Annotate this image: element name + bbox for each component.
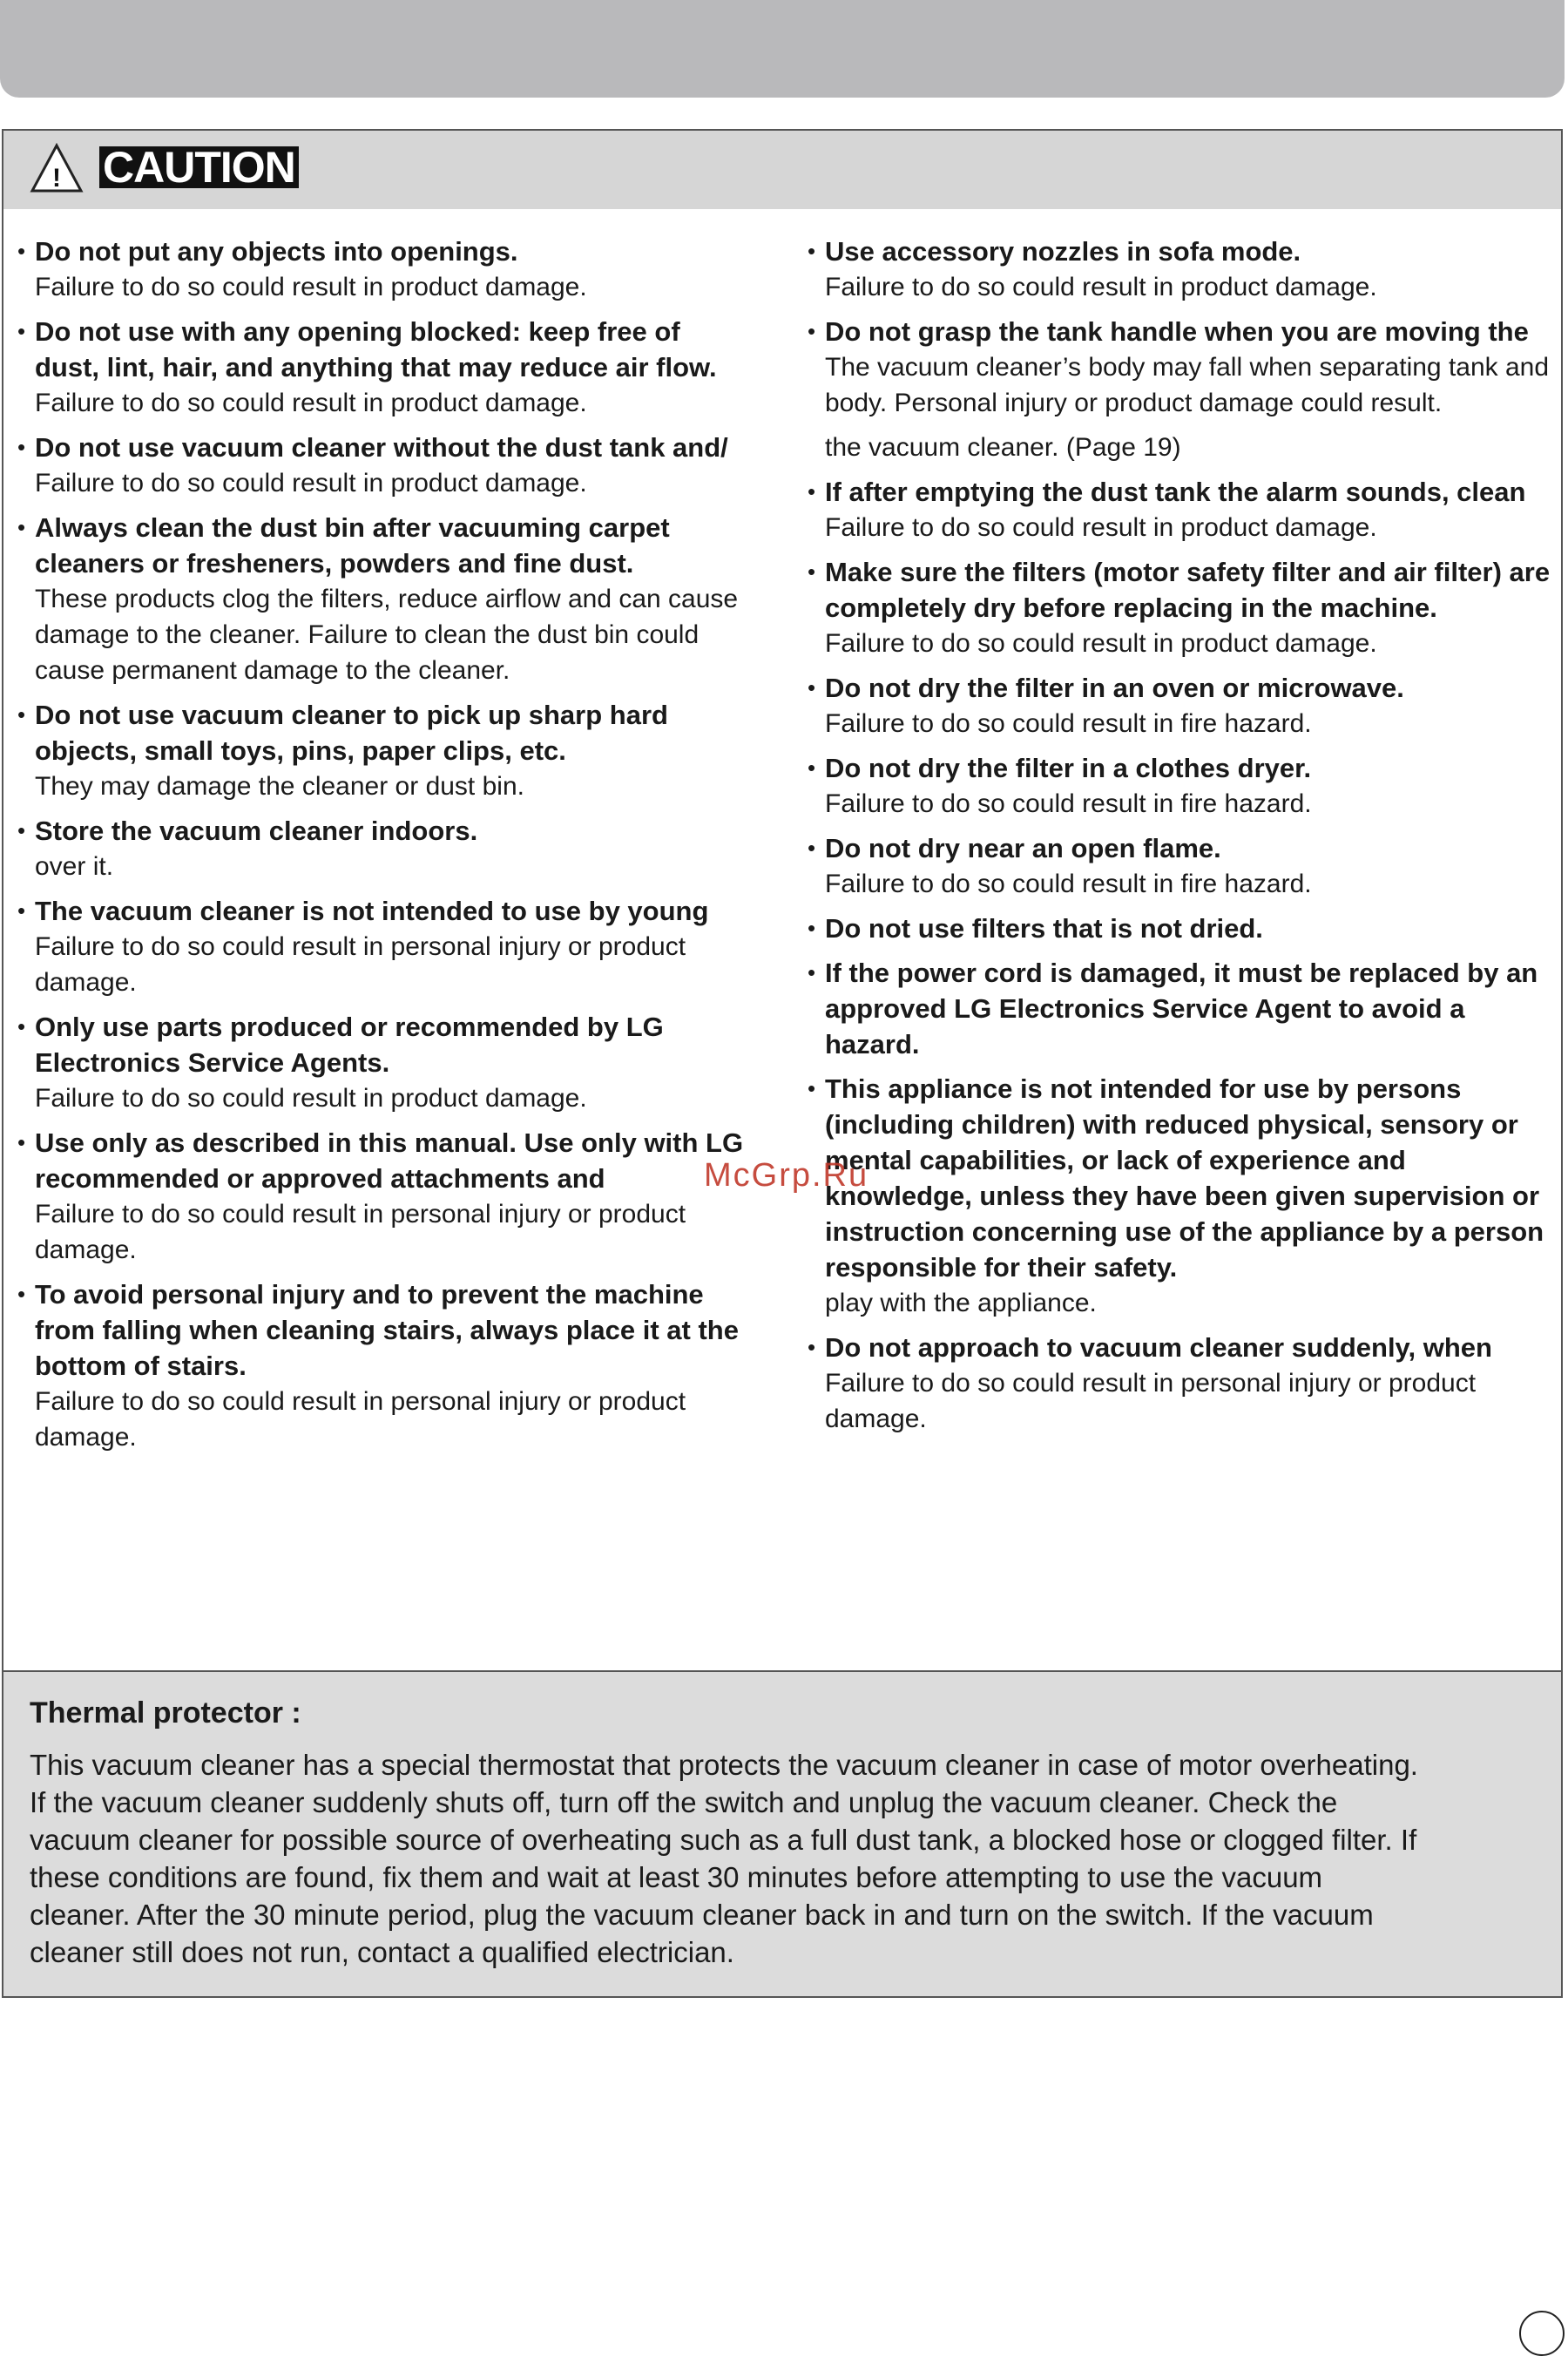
caution-item: [806, 474, 1555, 545]
caution-item: [16, 510, 747, 688]
caution-item-title: If after emptying the dust tank the alarm sounds, clean: [825, 477, 1526, 507]
caution-item-title: Use only as described in this manual. Use only with LG recommended or approved attachments and: [35, 1127, 744, 1194]
caution-right-column: [806, 234, 1555, 1445]
bullet-icon: •: [808, 318, 816, 344]
bullet-icon: •: [808, 478, 816, 504]
caution-item: [806, 670, 1555, 741]
caution-item-desc: Failure to do so could result in personal injury or product damage.: [825, 1369, 1477, 1433]
caution-item-title: Do not dry near an open flame.: [825, 833, 1221, 863]
caution-item-desc: Failure to do so could result in fire hazard.: [825, 870, 1312, 898]
bullet-icon: •: [808, 915, 816, 941]
caution-item-desc: Failure to do so could result in personal injury or product damage.: [35, 1200, 686, 1264]
warning-icon: [30, 143, 84, 193]
caution-item-desc: the vacuum cleaner. (Page 19): [825, 433, 1181, 462]
caution-item-desc: Failure to do so could result in personal injury or product damage.: [35, 1387, 686, 1452]
caution-item: [16, 234, 747, 305]
caution-header: [3, 131, 1561, 209]
bullet-icon: •: [17, 318, 26, 344]
caution-item-desc: Failure to do so could result in product damage.: [35, 389, 587, 417]
caution-item-title: This appliance is not intended for use by persons (including children) with reduced physical, sensory or mental capabilities, or lack of experience and knowledge, unless they have been given supervision or instruction concerning use of the appliance by a person responsible for their safety.: [825, 1073, 1544, 1283]
caution-item: [806, 750, 1555, 822]
caution-item: [16, 1125, 747, 1268]
caution-item-desc: Failure to do so could result in fire hazard.: [825, 709, 1312, 738]
thermal-protector-title: Thermal protector :: [30, 1696, 301, 1730]
caution-item: [806, 1330, 1555, 1437]
caution-item: [16, 1276, 747, 1455]
caution-item: [806, 234, 1555, 305]
caution-item: [806, 314, 1555, 421]
caution-item: [16, 314, 747, 421]
caution-item: [806, 430, 1555, 465]
bullet-icon: •: [808, 1334, 816, 1360]
caution-item-title: Do not use with any opening blocked: keep free of dust, lint, hair, and anything that may reduce air flow.: [35, 316, 717, 383]
caution-item-title: Do not put any objects into openings.: [35, 236, 518, 267]
bullet-icon: •: [17, 817, 26, 843]
bullet-icon: •: [808, 674, 816, 701]
caution-item-title: Do not use filters that is not dried.: [825, 913, 1263, 944]
bullet-icon: •: [17, 1013, 26, 1039]
caution-item-title: Do not dry the filter in a clothes dryer.: [825, 753, 1312, 783]
bullet-icon: •: [808, 559, 816, 585]
svg-text:!: !: [52, 164, 61, 193]
caution-item: [16, 893, 747, 1000]
bullet-icon: •: [808, 835, 816, 861]
caution-item: [806, 911, 1555, 946]
caution-item-title: Do not grasp the tank handle when you are moving the: [825, 316, 1529, 347]
caution-item: [806, 1071, 1555, 1321]
bullet-icon: •: [17, 238, 26, 264]
top-banner: [0, 0, 1565, 98]
caution-item-title: Only use parts produced or recommended by LG Electronics Service Agents.: [35, 1012, 664, 1078]
caution-item: [806, 554, 1555, 661]
bullet-icon: •: [17, 1281, 26, 1307]
caution-item: [16, 813, 747, 884]
caution-title: CAUTION: [99, 146, 299, 188]
bullet-icon: •: [17, 514, 26, 540]
caution-item-desc: Failure to do so could result in product damage.: [35, 273, 587, 301]
page-number-circle: [1519, 2311, 1565, 2356]
caution-item-desc: Failure to do so could result in product damage.: [35, 469, 587, 498]
thermal-protector-box: [2, 1670, 1563, 1998]
caution-item-title: Do not dry the filter in an oven or microwave.: [825, 673, 1404, 703]
caution-item: [16, 697, 747, 804]
caution-item-desc: Failure to do so could result in product damage.: [825, 629, 1377, 658]
caution-item-title: Use accessory nozzles in sofa mode.: [825, 236, 1301, 267]
bullet-icon: •: [808, 755, 816, 781]
caution-item-desc: Failure to do so could result in product damage.: [35, 1084, 587, 1113]
caution-left-column: [16, 234, 747, 1464]
bullet-icon: •: [17, 1129, 26, 1155]
caution-item-title: Do not use vacuum cleaner to pick up sharp hard objects, small toys, pins, paper clips, etc.: [35, 700, 668, 766]
caution-item-title: Do not use vacuum cleaner without the dust tank and/: [35, 432, 728, 463]
caution-item-title: Store the vacuum cleaner indoors.: [35, 816, 478, 846]
caution-item: [806, 830, 1555, 902]
bullet-icon: •: [808, 238, 816, 264]
bullet-icon: •: [808, 1075, 816, 1101]
thermal-protector-body: This vacuum cleaner has a special thermostat that protects the vacuum cleaner in case of motor overheating. If the vacuum cleaner suddenly shuts off, turn off the switch and unplug the vacuum cleaner. Check the vacuum cleaner for possible source of overheating such as a full dust tank, a blocked hose or clogged filter. If these conditions are found, fix them and wait at least 30 minutes before attempting to use the vacuum cleaner. After the 30 minute period, plug the vacuum cleaner back in and turn on the switch. If the vacuum cleaner still does not run, contact a qualified electrician.: [30, 1749, 1418, 1968]
caution-item-title: To avoid personal injury and to prevent the machine from falling when cleaning stairs, always place it at the bottom of stairs.: [35, 1279, 739, 1381]
caution-item-title: Make sure the filters (motor safety filter and air filter) are completely dry before replacing in the machine.: [825, 557, 1551, 623]
caution-item-desc: These products clog the filters, reduce airflow and can cause damage to the cleaner. Failure to clean the dust bin could cause permanent damage to the cleaner.: [35, 585, 739, 685]
caution-item-desc: over it.: [35, 852, 114, 881]
caution-item-title: If the power cord is damaged, it must be replaced by an approved LG Electronics Service Agent to avoid a hazard.: [825, 958, 1538, 1060]
caution-item-desc: The vacuum cleaner’s body may fall when separating tank and body. Personal injury or product damage could result.: [825, 353, 1550, 417]
caution-item-desc: Failure to do so could result in personal injury or product damage.: [35, 932, 686, 997]
caution-item: [16, 430, 747, 501]
bullet-icon: •: [17, 897, 26, 924]
caution-item-desc: Failure to do so could result in product damage.: [825, 513, 1377, 542]
bullet-icon: •: [17, 701, 26, 728]
caution-item-desc: They may damage the cleaner or dust bin.: [35, 772, 524, 801]
caution-item-desc: Failure to do so could result in product damage.: [825, 273, 1377, 301]
bullet-icon: •: [17, 434, 26, 460]
caution-item: [16, 1009, 747, 1116]
caution-item: [806, 955, 1555, 1062]
bullet-icon: •: [808, 959, 816, 985]
watermark: McGrp.Ru: [704, 1157, 869, 1194]
caution-item-desc: Failure to do so could result in fire hazard.: [825, 789, 1312, 818]
caution-item-title: The vacuum cleaner is not intended to use by young: [35, 896, 709, 926]
caution-item-title: Do not approach to vacuum cleaner suddenly, when: [825, 1332, 1492, 1363]
caution-item-desc: play with the appliance.: [825, 1289, 1097, 1317]
caution-item-title: Always clean the dust bin after vacuuming carpet cleaners or fresheners, powders and fine dust.: [35, 512, 670, 579]
